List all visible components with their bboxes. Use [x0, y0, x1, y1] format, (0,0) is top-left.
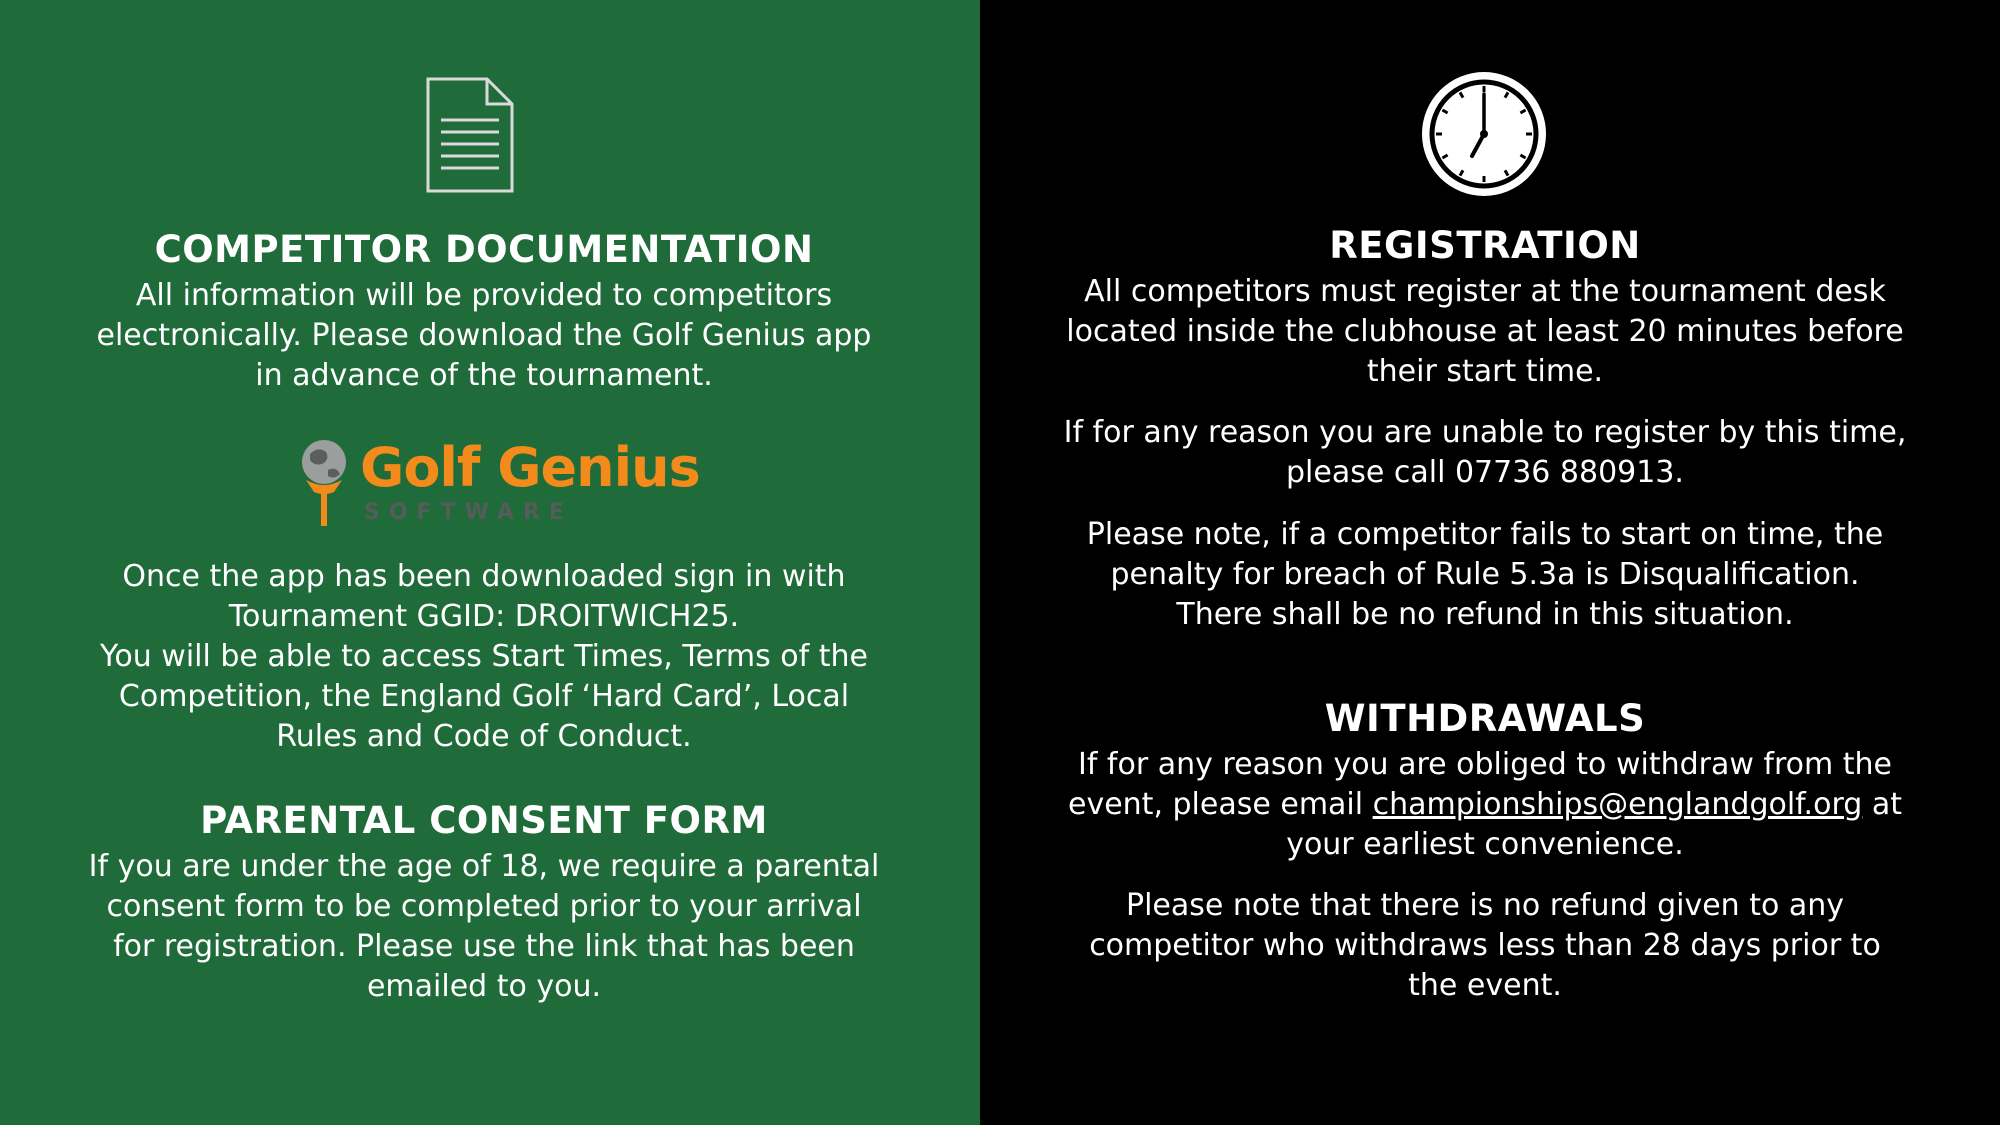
registration-line: please call 07736 880913.	[1286, 455, 1684, 490]
withdrawals-line: If for any reason you are obliged to withdraw from the	[1077, 747, 1893, 782]
documentation-text	[0, 276, 968, 396]
withdrawals-line: Please note that there is no refund given to any	[1125, 888, 1845, 923]
withdrawals-email-suffix: at	[1862, 787, 1902, 822]
documentation-line: All information will be provided to competitors	[135, 278, 833, 313]
consent-line: consent form to be completed prior to your arrival	[106, 889, 862, 924]
signin-line: Once the app has been downloaded sign in with	[122, 559, 846, 594]
registration-line: Please note, if a competitor fails to start on time, the	[1086, 517, 1884, 552]
signin-line: Tournament GGID: DROITWICH25.	[228, 599, 740, 634]
document-icon	[425, 76, 515, 194]
withdrawals-email-prefix: event, please email	[1068, 787, 1373, 822]
withdrawals-text-2	[980, 886, 1990, 1006]
withdrawals-text-1	[980, 745, 1990, 865]
signin-line: You will be able to access Start Times, Terms of the	[100, 639, 868, 674]
registration-line: their start time.	[1366, 354, 1604, 389]
golf-genius-logo	[300, 430, 700, 530]
logo-name: Golf Genius	[360, 436, 700, 499]
consent-line: emailed to you.	[366, 969, 602, 1004]
withdrawals-line: your earliest convenience.	[1286, 827, 1684, 862]
signin-text	[0, 557, 968, 757]
documentation-line: electronically. Please download the Golf Genius app	[96, 318, 872, 353]
clock-icon	[1420, 70, 1548, 198]
signin-line: Competition, the England Golf ‘Hard Card’, Local	[118, 679, 850, 714]
competitor-documentation-heading: COMPETITOR DOCUMENTATION	[154, 228, 814, 271]
signin-line: Rules and Code of Conduct.	[276, 719, 692, 754]
registration-line: penalty for breach of Rule 5.3a is Disqualification.	[1110, 557, 1860, 592]
registration-heading: REGISTRATION	[1329, 224, 1641, 267]
documentation-line: in advance of the tournament.	[255, 358, 713, 393]
registration-text-1	[980, 272, 1990, 392]
right-panel	[980, 0, 2000, 1125]
withdrawals-heading: WITHDRAWALS	[1324, 697, 1646, 740]
registration-line: located inside the clubhouse at least 20 minutes before	[1066, 314, 1904, 349]
withdrawals-line: the event.	[1408, 968, 1562, 1003]
withdrawals-line-email	[980, 785, 1990, 825]
registration-line: If for any reason you are unable to register by this time,	[1063, 415, 1907, 450]
email-link[interactable]: championships@englandgolf.org	[1372, 787, 1863, 822]
registration-line: All competitors must register at the tournament desk	[1084, 274, 1886, 309]
logo-subtitle: SOFTWARE	[364, 500, 573, 525]
parental-consent-heading: PARENTAL CONSENT FORM	[200, 799, 768, 842]
consent-line: If you are under the age of 18, we require a parental	[88, 849, 880, 884]
registration-text-3	[980, 515, 1990, 635]
registration-line: There shall be no refund in this situation.	[1176, 597, 1794, 632]
left-panel	[0, 0, 980, 1125]
golf-ball-tee-icon	[300, 436, 356, 528]
consent-line: for registration. Please use the link that has been	[113, 929, 855, 964]
withdrawals-line: competitor who withdraws less than 28 days prior to	[1089, 928, 1881, 963]
consent-text	[0, 847, 968, 1007]
registration-text-2	[980, 413, 1990, 493]
